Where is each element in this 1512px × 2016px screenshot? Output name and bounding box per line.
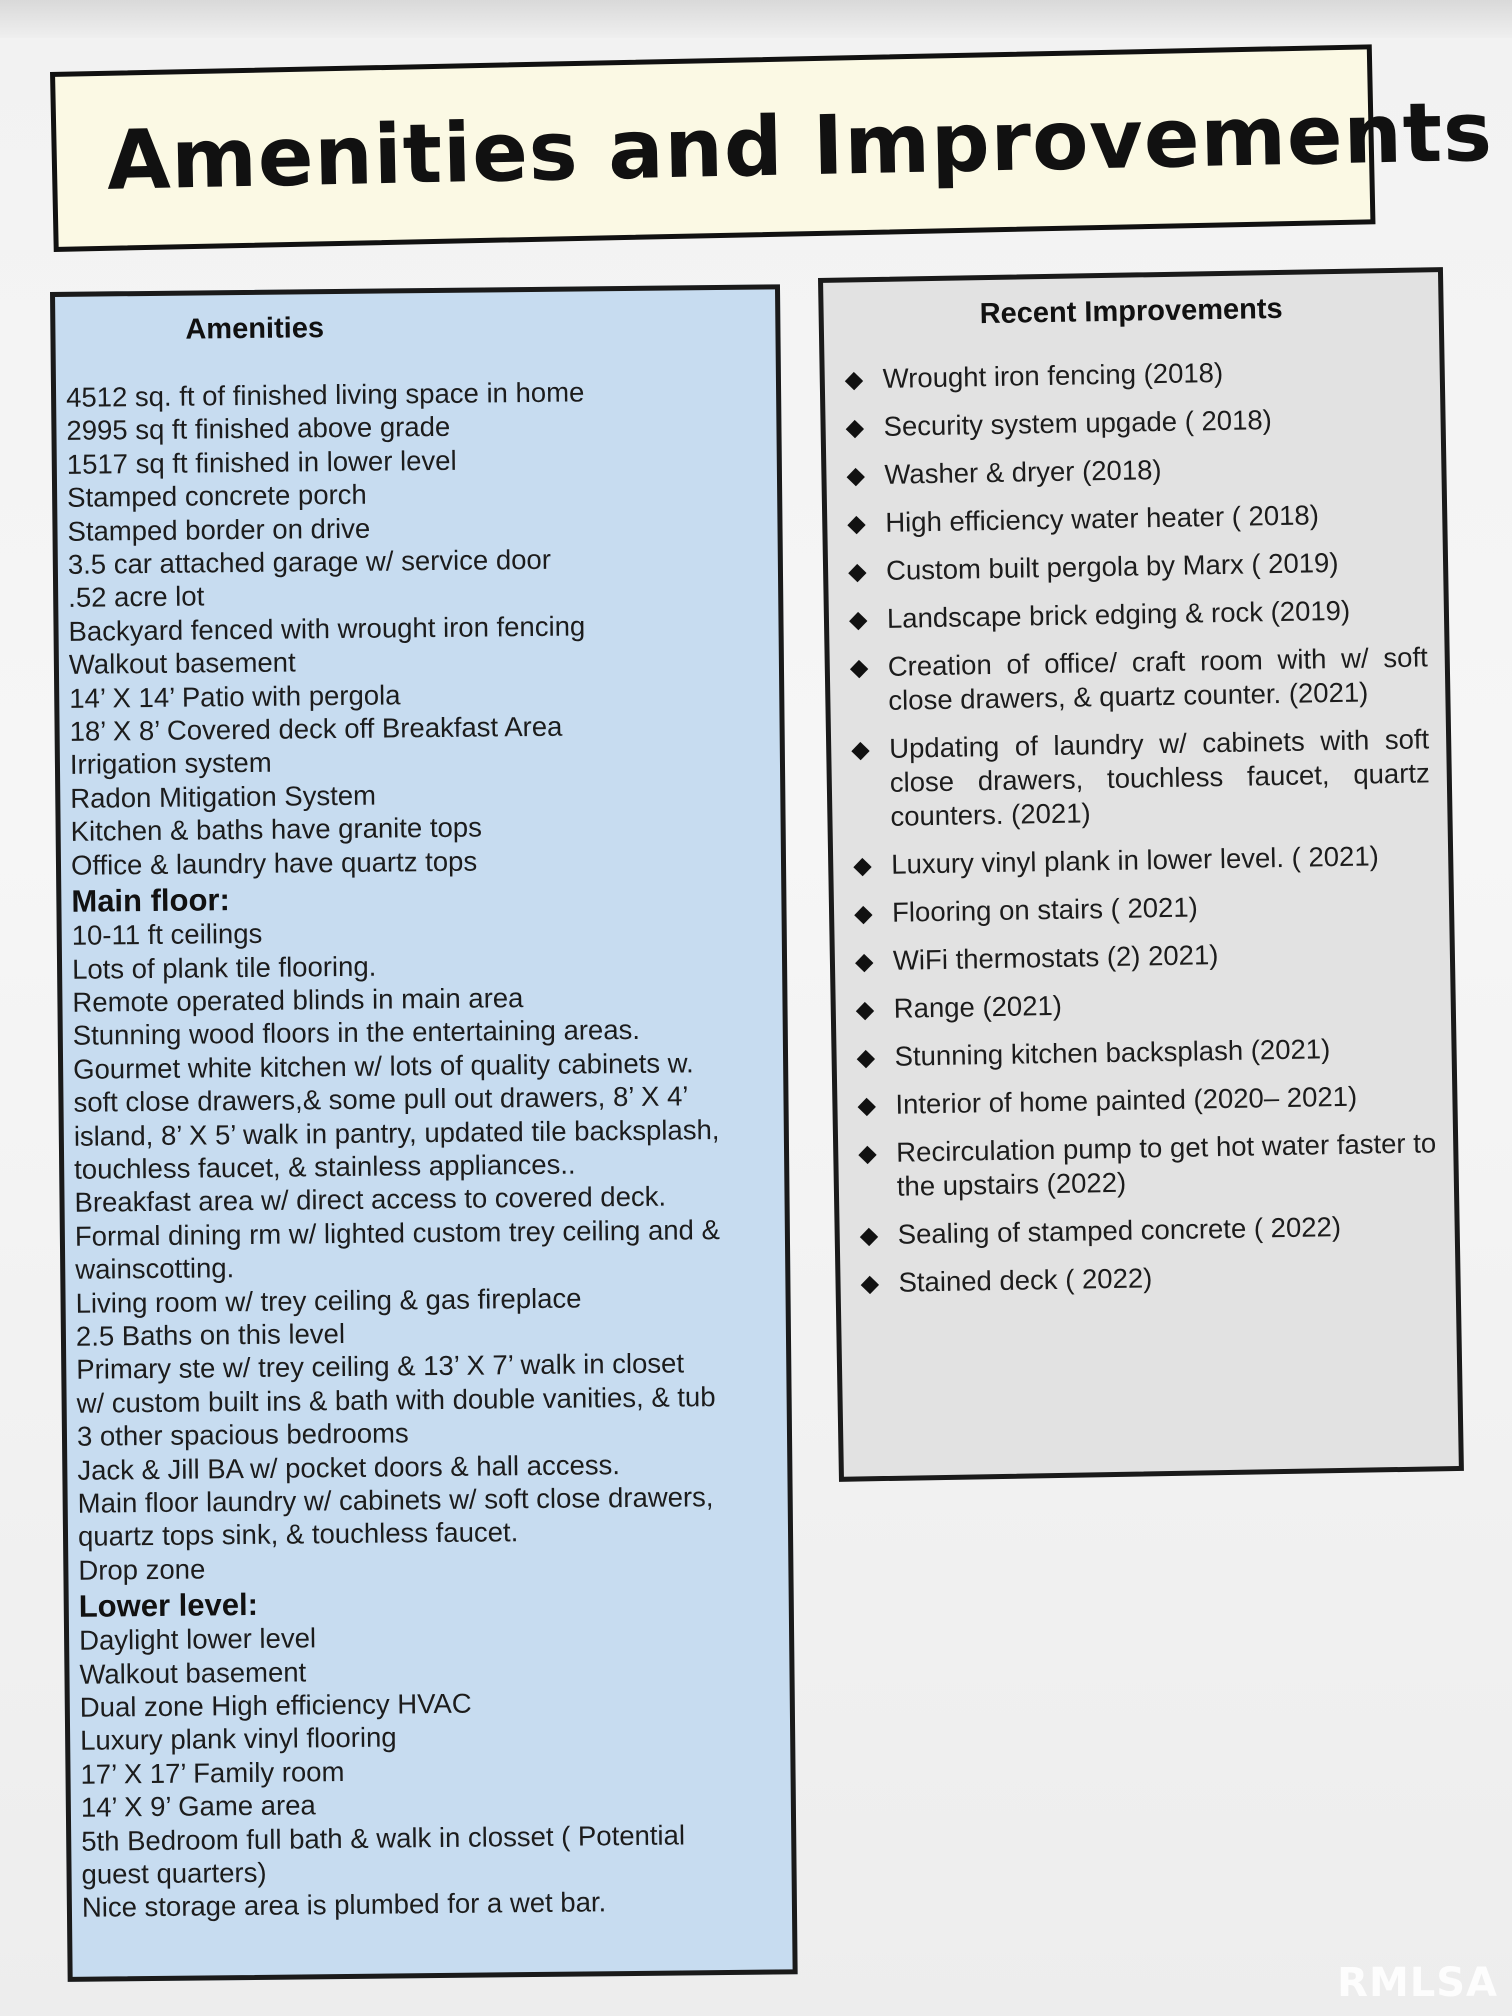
improvement-item: [847, 592, 1428, 636]
amenity-line: 17’ X 17’ Family room: [80, 1755, 345, 1790]
improvement-text: Washer & dryer (2018): [884, 454, 1162, 490]
amenity-line: Nice storage area is plumbed for a wet bar.: [81, 1886, 607, 1924]
amenity-line: Irrigation system: [69, 747, 272, 781]
amenities-heading: Amenities: [185, 312, 325, 346]
diamond-bullet-icon: ◆: [853, 852, 872, 880]
improvements-heading: Recent Improvements: [979, 292, 1283, 331]
improvement-text: Interior of home painted (2020– 2021): [895, 1080, 1358, 1120]
improvement-text: Custom built pergola by Marx ( 2019): [885, 546, 1339, 586]
amenity-line: soft close drawers,& some pull out drawers, 8’ X 4’: [73, 1080, 689, 1118]
improvement-item: [845, 496, 1426, 540]
improvement-item: [846, 544, 1427, 588]
amenity-line: guest quarters): [81, 1856, 267, 1890]
improvement-item: [857, 1208, 1438, 1252]
improvement-item: [851, 838, 1432, 882]
diamond-bullet-icon: ◆: [844, 366, 864, 394]
diamond-bullet-icon: ◆: [854, 948, 874, 976]
amenity-line: 2995 sq ft finished above grade: [66, 411, 451, 447]
page-edge: [0, 0, 1512, 38]
amenity-line: island, 8’ X 5’ walk in pantry, updated tile backsplash,: [73, 1113, 720, 1152]
improvement-item: [842, 352, 1423, 396]
amenity-line: 14’ X 9’ Game area: [80, 1789, 316, 1824]
amenity-line: Kitchen & baths have granite tops: [70, 811, 483, 848]
improvement-item: [853, 934, 1434, 978]
amenity-line: Living room w/ trey ceiling & gas fireplace: [75, 1282, 582, 1319]
improvement-item: [854, 1030, 1435, 1074]
improvement-text: Updating of laundry w/ cabinets with soft close drawers, touchless faucet, quartz counters. (2021): [888, 723, 1431, 832]
improvement-item: [856, 1126, 1437, 1204]
diamond-bullet-icon: ◆: [847, 510, 866, 538]
amenity-line: Dual zone High efficiency HVAC: [79, 1687, 472, 1723]
amenity-line: Office & laundry have quartz tops: [70, 845, 478, 881]
diamond-bullet-icon: ◆: [847, 558, 867, 586]
improvement-text: WiFi thermostats (2) 2021): [892, 939, 1219, 976]
improvement-text: Range (2021): [893, 989, 1063, 1024]
improvement-item: [853, 982, 1434, 1026]
diamond-bullet-icon: ◆: [853, 900, 873, 928]
amenities-list: [66, 373, 787, 1924]
amenity-line: 2.5 Baths on this level: [75, 1317, 346, 1352]
improvement-item: [843, 400, 1424, 444]
amenity-line: Primary ste w/ trey ceiling & 13’ X 7’ walk in closet: [76, 1347, 685, 1386]
page-title: Amenities and Improvements: [105, 84, 1494, 209]
amenity-line: .52 acre lot: [68, 580, 205, 614]
diamond-bullet-icon: ◆: [845, 414, 865, 442]
title-banner: [50, 44, 1494, 252]
diamond-bullet-icon: ◆: [856, 1044, 876, 1072]
improvement-text: Stunning kitchen backsplash (2021): [894, 1033, 1331, 1072]
improvement-item: [858, 1256, 1439, 1300]
improvements-list: [842, 352, 1439, 1314]
diamond-bullet-icon: ◆: [860, 1270, 880, 1298]
amenity-line: Jack & Jill BA w/ pocket doors & hall access.: [77, 1448, 621, 1486]
amenity-line: Daylight lower level: [78, 1622, 317, 1656]
amenity-line: Formal dining rm w/ lighted custom trey ceiling and &: [74, 1213, 721, 1252]
amenity-line: 14’ X 14’ Patio with pergola: [69, 679, 401, 714]
diamond-bullet-icon: ◆: [851, 736, 870, 764]
watermark: RMLSA: [1337, 1960, 1498, 2006]
amenity-line: 3.5 car attached garage w/ service door: [67, 543, 552, 580]
diamond-bullet-icon: ◆: [846, 462, 866, 490]
diamond-bullet-icon: ◆: [855, 996, 875, 1024]
improvement-text: Stained deck ( 2022): [898, 1262, 1153, 1298]
amenity-line: Lots of plank tile flooring.: [71, 950, 377, 985]
amenity-line: Backyard fenced with wrought iron fencing: [68, 610, 586, 647]
amenity-line: Walkout basement: [79, 1656, 307, 1690]
diamond-bullet-icon: ◆: [857, 1092, 877, 1120]
amenity-line: Luxury plank vinyl flooring: [80, 1721, 397, 1757]
section-heading: Main floor:: [71, 882, 230, 919]
amenity-line: 3 other spacious bedrooms: [76, 1417, 409, 1452]
amenities-panel: [50, 284, 798, 1982]
amenity-line: 18’ X 8’ Covered deck off Breakfast Area: [69, 710, 563, 747]
improvement-text: Sealing of stamped concrete ( 2022): [897, 1211, 1342, 1250]
amenity-line: Radon Mitigation System: [70, 779, 377, 814]
amenity-line: Remote operated blinds in main area: [72, 981, 524, 1018]
improvement-item: [848, 640, 1429, 718]
improvement-text: High efficiency water heater ( 2018): [885, 499, 1320, 538]
improvement-text: Recirculation pump to get hot water faster to the upstairs (2022): [895, 1127, 1437, 1202]
improvement-text: Wrought iron fencing (2018): [882, 356, 1224, 394]
diamond-bullet-icon: ◆: [859, 1222, 879, 1250]
amenity-line: 4512 sq. ft of finished living space in home: [65, 376, 585, 413]
amenity-line: Stamped concrete porch: [66, 478, 367, 514]
diamond-bullet-icon: ◆: [849, 654, 869, 682]
amenity-line: w/ custom built ins & bath with double vanities, & tub: [76, 1380, 716, 1419]
amenity-line: quartz tops sink, & touchless faucet.: [77, 1516, 519, 1553]
improvements-panel: [818, 267, 1464, 1482]
improvement-text: Flooring on stairs ( 2021): [891, 891, 1199, 928]
amenity-line: Stamped border on drive: [67, 512, 371, 547]
amenity-line: Drop zone: [78, 1553, 206, 1586]
amenity-line: touchless faucet, & stainless appliances..: [74, 1148, 576, 1185]
amenity-line: 10-11 ft ceilings: [71, 917, 263, 951]
diamond-bullet-icon: ◆: [848, 606, 868, 634]
improvement-item: [855, 1078, 1436, 1122]
improvement-item: [844, 448, 1425, 492]
amenity-line: Stunning wood floors in the entertaining areas.: [72, 1014, 641, 1052]
improvement-item: [849, 722, 1431, 834]
improvement-text: Security system upgade ( 2018): [883, 404, 1273, 442]
amenity-line: 1517 sq ft finished in lower level: [66, 444, 457, 480]
amenity-line: Gourmet white kitchen w/ lots of quality cabinets w.: [72, 1047, 694, 1085]
improvement-text: Landscape brick edging & rock (2019): [886, 594, 1351, 634]
amenity-line: wainscotting.: [75, 1252, 235, 1285]
amenity-line: Main floor laundry w/ cabinets w/ soft close drawers,: [77, 1481, 714, 1519]
amenity-line: 5th Bedroom full bath & walk in closset ( Potential: [81, 1819, 686, 1857]
improvement-item: [852, 886, 1433, 930]
improvement-text: Creation of office/ craft room with w/ soft close drawers, & quartz counter. (2021): [887, 641, 1428, 716]
section-heading: Lower level:: [78, 1587, 259, 1624]
improvement-text: Luxury vinyl plank in lower level. ( 2021): [890, 840, 1380, 880]
amenity-line: Walkout basement: [68, 646, 296, 681]
amenity-line: Breakfast area w/ direct access to covered deck.: [74, 1180, 667, 1219]
diamond-bullet-icon: ◆: [858, 1140, 877, 1168]
